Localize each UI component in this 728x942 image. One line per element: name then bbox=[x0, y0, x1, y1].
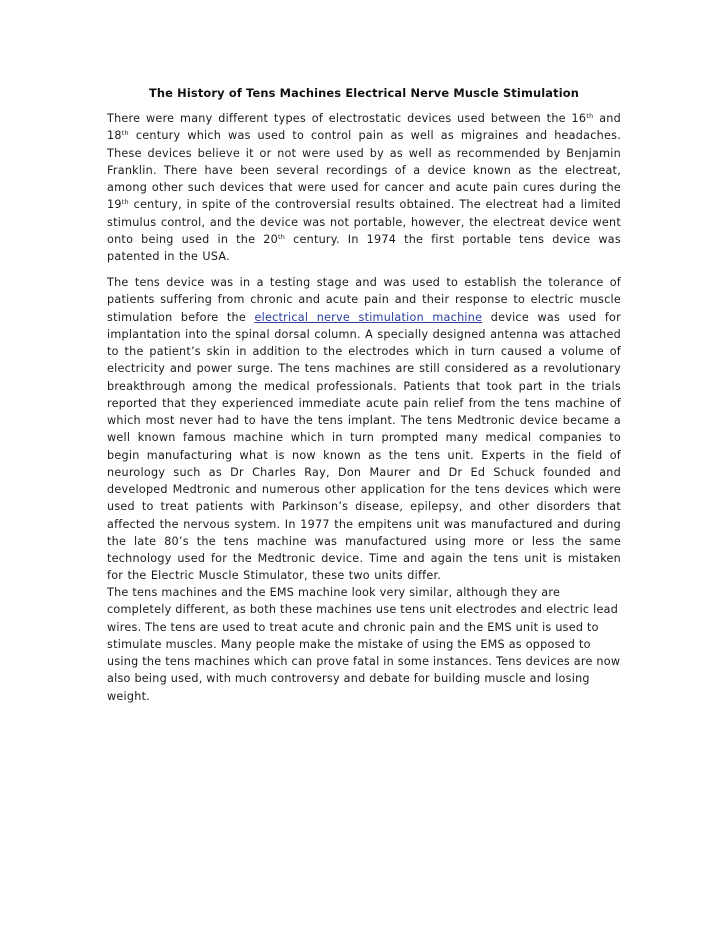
paragraph-1-text: and 18 bbox=[107, 112, 621, 143]
ordinal-suffix: th bbox=[277, 232, 286, 241]
paragraph-3: The tens machines and the EMS machine look very similar, although they are completely different, as both these machines use tens unit electrodes and electric lead wires. The tens are used to treat acute and chronic pain and the EMS unit is used to stimulate muscles. Many people make the mistake of using the EMS as opposed to using the tens machines which can prove fatal in some instances. Tens devices are now also being used, with much controversy and debate for building muscle and losing weight. bbox=[107, 586, 621, 703]
electrical-nerve-stimulation-link[interactable]: electrical nerve stimulation machine bbox=[254, 310, 483, 324]
ordinal-suffix: th bbox=[586, 112, 594, 120]
document-title: The History of Tens Machines Electrical Nerve Muscle Stimulation bbox=[148, 86, 580, 100]
paragraph-1 bbox=[107, 110, 621, 265]
paragraph-1-text: century which was used to control pain as well as migraines and headaches. These devices believe it or not were used by as well as recommended by Benjamin Franklin. There have been several recordings of a device known as the electreat, among other such devices that were used for cancer and acute pain cures during the 19 bbox=[107, 129, 621, 212]
ordinal-suffix: th bbox=[121, 129, 129, 138]
paragraph-2-text: device was used for implantation into the spinal dorsal column. A specially designed antenna was attached to the patient’s skin in addition to the electrodes which in turn caused a volume of electricity and power surge. The tens machines are still considered as a revolutionary breakthrough among the medical professionals. Patients that took part in the trials reported that they experienced immediate acute pain relief from the tens machine of which most never had to have the tens implant. The tens Medtronic device became a well known famous machine which in turn prompted many medical companies to begin manufacturing what is now known as the tens unit. Experts in the field of neurology such as Dr Charles Ray, Don Maurer and Dr Ed Schuck founded and developed Medtronic and numerous other application for the tens devices which were used to treat patients with Parkinson’s disease, epilepsy, and other disorders that affected the nervous system. In 1977 the empitens unit was manufactured and during the late 80’s the tens machine was manufactured using more or less the same technology used for the Medtronic device. Time and again the tens unit is mistaken for the Electric Muscle Stimulator, these two units differ. bbox=[107, 310, 621, 583]
paragraph-1-text: century, in spite of the controversial results obtained. The electreat had a limited stimulus control, and the device was not portable, however, the electreat device went onto being used in the 20 bbox=[107, 198, 621, 246]
paragraph-2 bbox=[107, 274, 621, 585]
paragraph-2-text: The tens device was in a testing stage and was used to establish the tolerance of patients suffering from chronic and acute pain and their response to electric muscle stimulation before the bbox=[107, 276, 621, 324]
paragraph-1-text: There were many different types of electrostatic devices used between the 16 bbox=[107, 112, 587, 125]
ordinal-suffix: th bbox=[121, 198, 129, 207]
paragraph-1-text: century. In 1974 the first portable tens device was patented in the USA. bbox=[107, 232, 621, 263]
